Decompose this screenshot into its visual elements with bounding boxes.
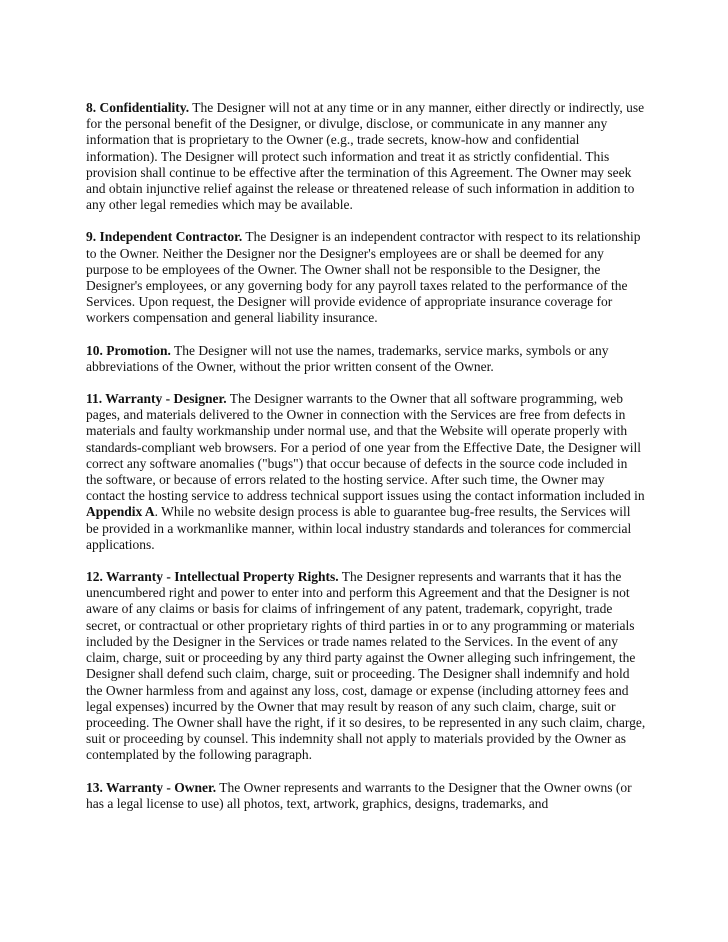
section-heading: 13. Warranty - Owner.	[86, 779, 217, 795]
document-page	[86, 100, 646, 828]
section-warranty-ip-rights	[86, 569, 646, 763]
section-body: The Designer warrants to the Owner that all software programming, web pages, and materials delivered to the Owner in connection with the Services are free from defects in materials and faulty workmanship under normal use, and that the Website will operate properly with standards-compliant web browsers. For a period of one year from the Effective Date, the Designer will correct any software anomalies ("bugs") that occur because of defects in the source code included in the software, or because of errors related to the hosting service. After such time, the Owner may contact the hosting service to address technical support issues using the contact information included in	[86, 391, 645, 504]
section-body: The Designer will not at any time or in any manner, either directly or indirectly, use for the personal benefit of the Designer, or divulge, disclose, or communicate in any manner any information that is proprietary to the Owner (e.g., trade secrets, know-how and confidential information). The Designer will protect such information and treat it as strictly confidential. This provision shall continue to be effective after the termination of this Agreement. The Owner may seek and obtain injunctive relief against the release or threatened release of such information in addition to any other legal remedies which may be available.	[86, 100, 645, 213]
section-warranty-designer	[86, 391, 646, 553]
section-heading: 12. Warranty - Intellectual Property Rights.	[86, 569, 339, 585]
section-promotion	[86, 343, 646, 375]
section-heading: 10. Promotion.	[86, 342, 171, 358]
section-body: The Designer will not use the names, trademarks, service marks, symbols or any abbreviations of the Owner, without the prior written consent of the Owner.	[86, 342, 609, 374]
section-heading: 8. Confidentiality.	[86, 100, 190, 115]
section-confidentiality	[86, 100, 646, 213]
appendix-reference: Appendix A	[86, 504, 155, 520]
section-warranty-owner	[86, 780, 646, 812]
section-body: The Designer is an independent contractor with respect to its relationship to the Owner. Neither the Designer nor the Designer's employees are or shall be deemed for any purpose to be employees of the Owner. The Owner shall not be responsible to the Designer, the Designer's employees, or any governing body for any payroll taxes related to the performance of the Services. Upon request, the Designer will provide evidence of appropriate insurance coverage for workers compensation and general liability insurance.	[86, 229, 641, 326]
section-heading: 11. Warranty - Designer.	[86, 391, 227, 407]
section-body-continued: . While no website design process is able to guarantee bug-free results, the Services will be provided in a workmanlike manner, within local industry standards and tolerances for commercial applications.	[86, 504, 632, 552]
section-heading: 9. Independent Contractor.	[86, 229, 243, 245]
section-body: The Owner represents and warrants to the Designer that the Owner owns (or has a legal license to use) all photos, text, artwork, graphics, designs, trademarks, and	[86, 779, 632, 811]
section-independent-contractor	[86, 229, 646, 326]
section-body: The Designer represents and warrants that it has the unencumbered right and power to enter into and perform this Agreement and that the Designer is not aware of any claims or basis for claims of infringement of any patent, trademark, copyright, trade secret, or contractual or other proprietary rights of third parties in or to any programming or materials included by the Designer in the Services or trade names related to the Services. In the event of any claim, charge, suit or proceeding by any third party against the Owner alleging such infringement, the Designer shall defend such claim, charge, suit or proceeding. The Designer shall indemnify and hold the Owner harmless from and against any loss, cost, damage or expense (including attorney fees and legal expenses) incurred by the Owner that may result by reason of any such claim, charge, suit or proceeding. The Owner shall have the right, if it so desires, to be represented in any such claim, charge, suit or proceeding by counsel. This indemnity shall not apply to materials provided by the Owner as contemplated by the following paragraph.	[86, 569, 646, 763]
